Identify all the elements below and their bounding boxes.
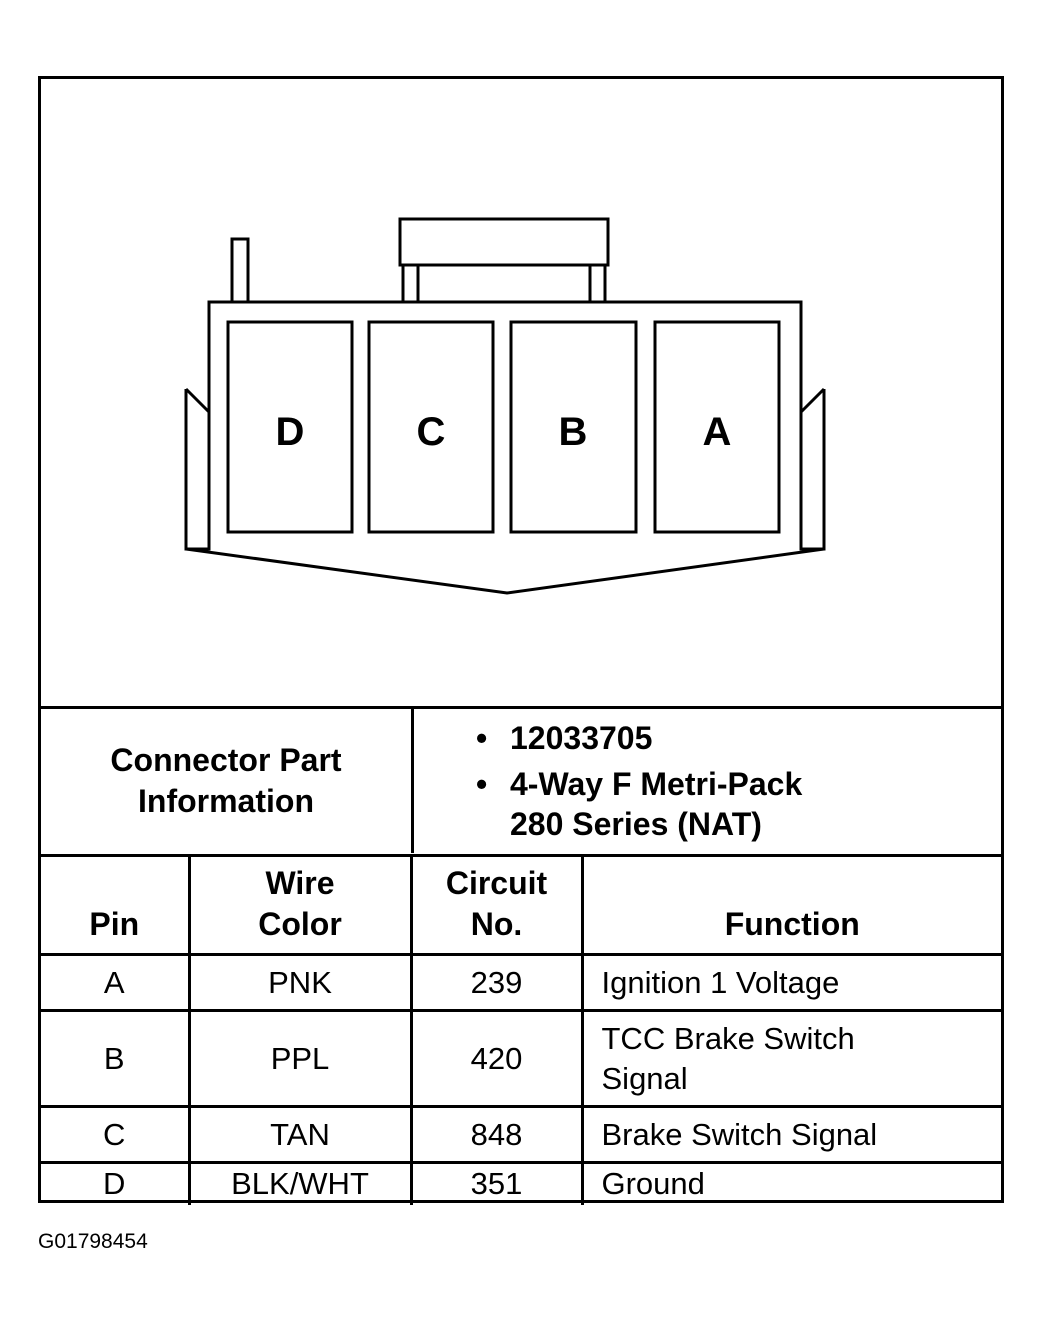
part-number-text: 12033705 <box>510 720 653 756</box>
connector-info-table <box>41 706 1001 853</box>
part-number <box>476 718 1001 758</box>
pin-label-d: D <box>275 410 305 454</box>
info-label-line2: Information <box>138 783 314 819</box>
table-row <box>41 1011 1001 1107</box>
header-circuit-no: Circuit No. <box>411 856 582 955</box>
table-row <box>41 1107 1001 1163</box>
connector-info-list <box>476 718 1001 844</box>
header-function: Function <box>582 856 1001 955</box>
connector-info-label <box>41 708 413 854</box>
cell-wire-color: BLK/WHT <box>189 1163 411 1205</box>
cell-wire-color: PPL <box>189 1011 411 1107</box>
header-wire-color: Wire Color <box>189 856 411 955</box>
cell-pin: B <box>41 1011 189 1107</box>
table-row <box>41 1163 1001 1205</box>
figure-id: G01798454 <box>38 1230 148 1253</box>
cell-circuit: 420 <box>411 1011 582 1107</box>
cell-function: Ignition 1 Voltage <box>582 955 1001 1011</box>
right-wing <box>801 389 824 412</box>
connector-description <box>476 764 1001 844</box>
cell-function: Brake Switch Signal <box>582 1107 1001 1163</box>
pin-label-c: C <box>416 410 446 454</box>
cell-wire-color: PNK <box>189 955 411 1011</box>
cell-function: TCC Brake Switch Signal <box>582 1011 1001 1107</box>
pinout-table <box>41 854 1001 1205</box>
cell-pin: D <box>41 1163 189 1205</box>
connector-info-row <box>41 708 1001 854</box>
cell-circuit: 848 <box>411 1107 582 1163</box>
description-line2: 280 Series (NAT) <box>510 806 762 842</box>
connector-diagram <box>41 79 1001 706</box>
pin-label-b: B <box>558 410 588 454</box>
figure-frame <box>38 76 1004 1203</box>
connector-drawing <box>41 79 1001 706</box>
description-line1: • 4-Way F Metri-Pack <box>510 766 803 802</box>
latch-post <box>232 239 248 302</box>
bottom-chevron <box>186 549 824 593</box>
pin-label-a: A <box>702 410 732 454</box>
cell-circuit: 239 <box>411 955 582 1011</box>
cell-function: Ground <box>582 1163 1001 1205</box>
connector-info-value <box>413 708 1002 854</box>
cell-circuit: 351 <box>411 1163 582 1205</box>
cell-wire-color: TAN <box>189 1107 411 1163</box>
cell-pin: C <box>41 1107 189 1163</box>
info-label-line1: Connector Part <box>110 742 342 778</box>
cell-pin: A <box>41 955 189 1011</box>
header-pin: Pin <box>41 856 189 955</box>
lock-tab <box>400 219 608 265</box>
left-wing <box>186 389 209 412</box>
table-row <box>41 955 1001 1011</box>
pinout-header-row <box>41 856 1001 955</box>
